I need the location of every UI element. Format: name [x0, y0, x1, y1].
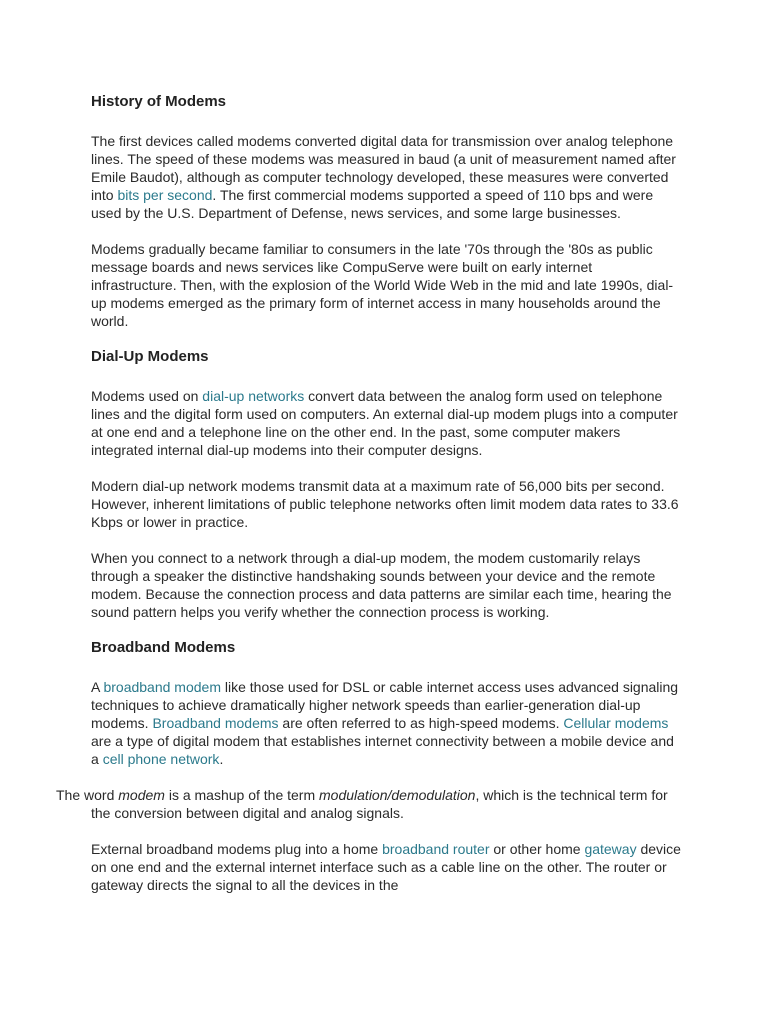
text-run: . [219, 751, 224, 767]
text-run: The word [56, 787, 119, 803]
inline-link[interactable]: gateway [584, 841, 637, 857]
text-run: A [91, 679, 104, 695]
body-paragraph [91, 477, 681, 531]
section-heading: Dial-Up Modems [91, 348, 209, 365]
text-run: are a type of digital modem that establishes internet connectivity between a mobile device and a [91, 733, 674, 767]
article-body [56, 93, 681, 912]
emphasized-term: modem [118, 787, 165, 803]
inline-link[interactable]: broadband router [382, 841, 490, 857]
text-run: are often referred to as high-speed modems. [278, 715, 564, 731]
text-run: Modern dial-up network modems transmit data at a maximum rate of 56,000 bits per second. However, inherent limitations of public telephone networks often limit modem data rates to 33.6 Kbps or lower in practice. [91, 478, 679, 530]
section-heading: History of Modems [91, 93, 227, 110]
text-run: , which is the technical term for the conversion between digital and analog signals. [91, 787, 668, 821]
inline-link[interactable]: Broadband modems [152, 715, 279, 731]
inline-link[interactable]: bits per second [117, 187, 213, 203]
text-run: When you connect to a network through a dial-up modem, the modem customarily relays through a speaker the distinctive handshaking sounds between your device and the remote modem. Because the connection process and data patterns are similar each time, hearing the sound pattern helps you verify whether the connection process is working. [91, 550, 672, 620]
text-run: The first devices called modems converted digital data for transmission over analog telephone lines. The speed of these modems was measured in baud (a unit of measurement named after Emile Baudot), although as computer technology developed, these measures were converted into [91, 133, 676, 203]
text-run: convert data between the analog form used on telephone lines and the digital form used on computers. An external dial-up modem plugs into a computer at one end and a telephone line on the other end. In the past, some computer makers integrated internal dial-up modems into their computer designs. [91, 388, 678, 458]
text-run: is a mashup of the term [164, 787, 320, 803]
text-run: like those used for DSL or cable internet access uses advanced signaling techniques to achieve dramatically higher network speeds than earlier-generation dial-up modems. [91, 679, 679, 731]
inline-link[interactable]: cell phone network [102, 751, 220, 767]
note-paragraph [56, 786, 681, 822]
section-heading: Broadband Modems [91, 639, 236, 656]
body-paragraph [91, 387, 681, 459]
text-run: or other home [489, 841, 585, 857]
text-run: External broadband modems plug into a home [91, 841, 383, 857]
emphasized-term: modulation/demodulation [319, 787, 476, 803]
text-run: . The first commercial modems supported a speed of 110 bps and were used by the U.S. Department of Defense, news services, and some large businesses. [91, 187, 654, 221]
body-paragraph [91, 678, 681, 768]
body-paragraph [91, 132, 681, 222]
text-run: Modems used on [91, 388, 203, 404]
body-paragraph [91, 549, 681, 621]
text-run: device on one end and the external internet interface such as a cable line on the other. The router or gateway directs the signal to all the devices in the [91, 841, 681, 893]
text-run: Modems gradually became familiar to consumers in the late '70s through the '80s as public message boards and news services like CompuServe were built on early internet infrastructure. Then, with the explosion of the World Wide Web in the mid and late 1990s, dial-up modems emerged as the primary form of internet access in many households around the world. [91, 241, 674, 329]
inline-link[interactable]: broadband modem [103, 679, 221, 695]
inline-link[interactable]: Cellular modems [563, 715, 669, 731]
body-paragraph [91, 240, 681, 330]
body-paragraph [91, 840, 681, 894]
inline-link[interactable]: dial-up networks [202, 388, 305, 404]
